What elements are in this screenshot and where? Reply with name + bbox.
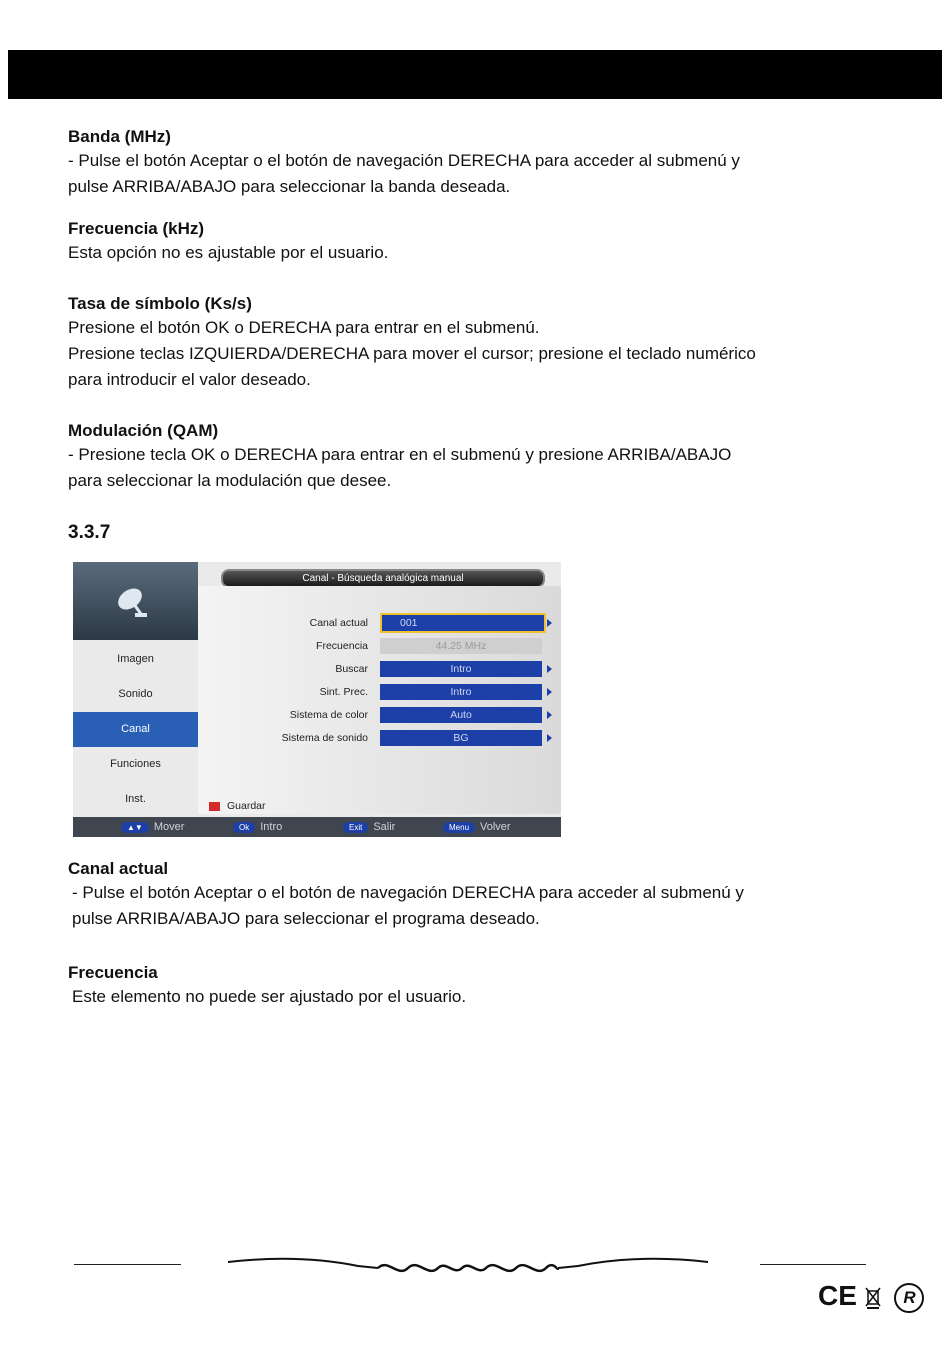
certification-marks [818, 1280, 924, 1313]
key-hint-bar [73, 817, 561, 837]
arrow-right-icon [547, 711, 552, 719]
row-value[interactable]: Intro [380, 684, 542, 700]
text-line: Esta opción no es ajustable por el usuario. [68, 243, 389, 262]
row-label: Buscar [335, 663, 368, 675]
text-line: pulse ARRIBA/ABAJO para seleccionar el programa deseado. [72, 909, 540, 928]
section-modulacion [68, 420, 868, 494]
header-bar [8, 50, 942, 99]
updown-key-icon: ▲▼ [121, 822, 149, 833]
menu-content [198, 586, 561, 814]
heading-modulacion: Modulación (QAM) [68, 421, 219, 440]
section-frecuencia-khz [68, 218, 868, 266]
weee-bin-icon [865, 1286, 881, 1310]
sidebar-item-imagen[interactable]: Imagen [117, 653, 154, 665]
menu-key-icon: Menu [443, 822, 475, 833]
row-sistema-color[interactable] [198, 706, 561, 724]
hint-salir [343, 821, 395, 833]
text-line: - Presione tecla OK o DERECHA para entrar en el submenú y presione ARRIBA/ABAJO [68, 445, 732, 464]
row-sint-prec[interactable] [198, 683, 561, 701]
arrow-right-icon [547, 734, 552, 742]
ce-mark: CE [818, 1280, 857, 1311]
ok-key-icon: Ok [233, 822, 255, 833]
text-line: Presione el botón OK o DERECHA para entrar en el submenú. [68, 318, 540, 337]
heading-banda: Banda (MHz) [68, 127, 171, 146]
sidebar-item-sonido[interactable]: Sonido [118, 688, 153, 700]
arrow-right-icon [547, 688, 552, 696]
ornament-divider [228, 1252, 708, 1282]
row-label: Sistema de sonido [281, 732, 368, 744]
text-line: Presione teclas IZQUIERDA/DERECHA para mover el cursor; presione el teclado numérico [68, 344, 756, 363]
heading-canal-actual: Canal actual [68, 859, 169, 878]
heading-frecuencia-khz: Frecuencia (kHz) [68, 219, 205, 238]
arrow-right-icon [547, 619, 552, 627]
text-line: - Pulse el botón Aceptar o el botón de navegación DERECHA para acceder al submenú y [72, 883, 744, 902]
text-line: para introducir el valor deseado. [68, 370, 311, 389]
row-frecuencia [198, 637, 561, 655]
save-hint[interactable] [209, 800, 266, 812]
row-label: Frecuencia [316, 640, 368, 652]
row-label: Sistema de color [289, 709, 368, 721]
heading-tasa-simbolo: Tasa de símbolo (Ks/s) [68, 294, 252, 313]
sidebar [73, 642, 198, 817]
sidebar-item-inst[interactable]: Inst. [125, 793, 146, 805]
sidebar-item-funciones[interactable]: Funciones [110, 758, 161, 770]
row-value[interactable]: Intro [380, 661, 542, 677]
exit-key-icon: Exit [343, 822, 368, 833]
footer-rule-right [760, 1264, 866, 1265]
row-sistema-sonido[interactable] [198, 729, 561, 747]
row-value: 44.25 MHz [380, 638, 542, 654]
row-buscar[interactable] [198, 660, 561, 678]
row-label: Canal actual [309, 617, 368, 629]
red-button-icon [209, 802, 220, 811]
sidebar-item-canal[interactable]: Canal [73, 712, 198, 747]
save-label: Guardar [227, 800, 266, 812]
tv-menu-screenshot [73, 562, 561, 837]
section-number: 3.3.7 [68, 522, 111, 543]
satellite-dish-icon [115, 584, 149, 618]
row-canal-actual[interactable] [198, 614, 561, 632]
rohs-mark-icon: R [894, 1283, 924, 1313]
hint-mover [121, 821, 184, 833]
text-line: pulse ARRIBA/ABAJO para seleccionar la banda deseada. [68, 177, 511, 196]
hint-label: Intro [260, 821, 283, 833]
hint-intro [233, 821, 282, 833]
row-label: Sint. Prec. [319, 686, 368, 698]
hint-label: Mover [153, 821, 185, 833]
section-tasa-simbolo [68, 293, 868, 393]
text-line: para seleccionar la modulación que desee. [68, 471, 392, 490]
hint-label: Volver [480, 821, 511, 833]
row-value[interactable]: BG [380, 730, 542, 746]
hint-label: Salir [373, 821, 396, 833]
text-line: - Pulse el botón Aceptar o el botón de navegación DERECHA para acceder al submenú y [68, 151, 740, 170]
row-value[interactable]: Auto [380, 707, 542, 723]
arrow-right-icon [547, 665, 552, 673]
channel-logo [73, 562, 198, 640]
heading-frecuencia: Frecuencia [68, 963, 158, 982]
row-value[interactable]: 001 [380, 613, 546, 633]
section-banda [68, 126, 868, 200]
text-line: Este elemento no puede ser ajustado por el usuario. [72, 987, 467, 1006]
menu-title: Canal - Búsqueda analógica manual [221, 569, 545, 588]
hint-volver [443, 821, 511, 833]
section-canal-actual [68, 858, 868, 932]
section-frecuencia [68, 962, 868, 1010]
footer-rule-left [74, 1264, 181, 1265]
